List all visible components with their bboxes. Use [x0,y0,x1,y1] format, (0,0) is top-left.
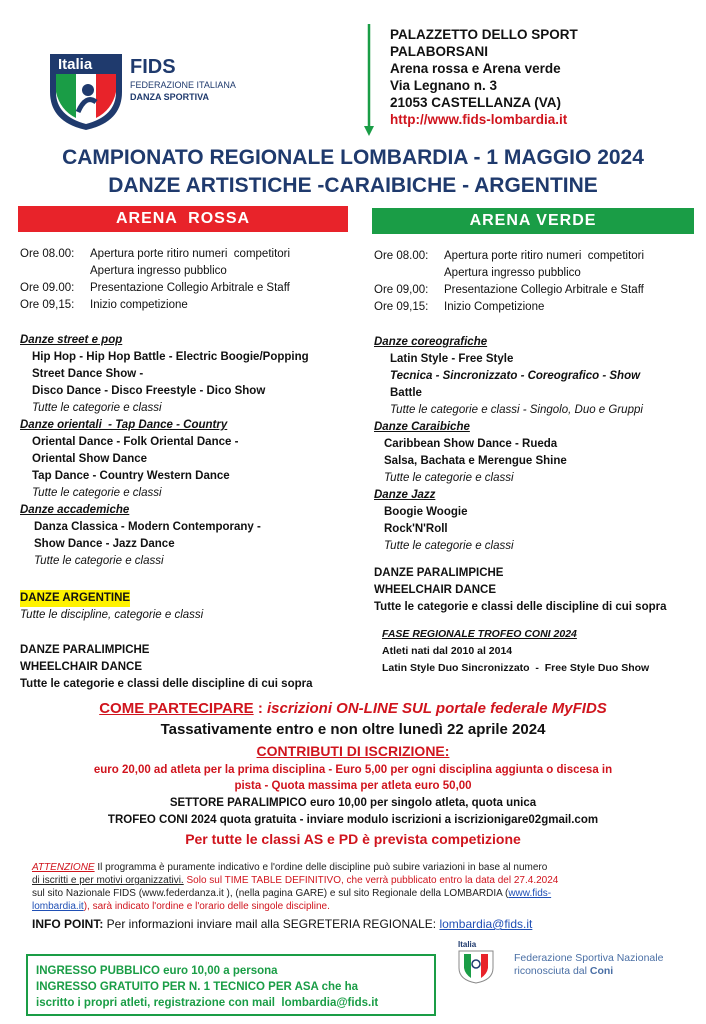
dance-line: Latin Style - Free Style [390,353,514,365]
arena-verde-column [374,248,704,677]
participate-label: COME PARTECIPARE [99,700,254,717]
contributions-line: pista - Quota massima per atleta euro 50,00 [234,780,472,792]
dance-line: Show Dance - Jazz Dance [34,538,175,550]
section-title: Danze accademiche [20,504,130,516]
schedule-row: Ore 08.00: Apertura porte ritiro numeri competitori [374,250,645,262]
paralympic-title: DANZE PARALIMPICHE [20,644,150,656]
section-title: Danze Jazz [374,489,436,501]
logo-italia-text: Italia [58,56,93,73]
event-subtitle: DANZE ARTISTICHE -CARAIBICHE - ARGENTINE [108,174,598,197]
coni-fee: TROFEO CONI 2024 quota gratuita - inviare modulo iscrizioni a iscrizionigare02gmail.com [107,814,599,826]
coni-italia-text: Italia [458,940,477,949]
section-title: Danze coreografiche [374,336,488,348]
classes-note: Tutte le categorie e classi [384,540,514,552]
how-to-participate: COME PARTECIPARE : iscrizioni ON-LINE SUL portale federale MyFIDS [99,700,607,717]
dance-line: Street Dance Show - [32,368,144,380]
dance-line: Salsa, Bachata e Merengue Shine [384,455,567,467]
green-arrow-icon [364,24,374,136]
entry-line: INGRESSO GRATUITO PER N. 1 TECNICO PER ASA che ha [36,981,359,993]
fids-lombardia-link[interactable]: www.fids- [508,888,552,899]
coni-line2: riconosciuta dal Coni [514,965,614,977]
arena-rossa-banner: ARENA ROSSA [18,206,348,232]
contributions-line: euro 20,00 ad atleta per la prima disciplina - Euro 5,00 per ogni disciplina aggiunta o discesa in [93,764,613,776]
coni-line: Atleti nati dal 2010 al 2014 [382,645,513,657]
dance-line: Boogie Woogie [384,506,468,518]
coni-line1: Federazione Sportiva Nazionale [514,952,664,964]
classes-note: Tutte le categorie e classi [32,487,162,499]
coni-rings-icon [458,950,494,984]
paralympic-title: DANZE PARALIMPICHE [374,567,504,579]
schedule-row: Apertura ingresso pubblico [444,267,581,279]
arena-rossa-column [20,246,360,693]
dance-line: Oriental Dance - Folk Oriental Dance - [32,436,239,448]
venue-line: PALAZZETTO DELLO SPORT [390,27,578,42]
dance-line: Caribbean Show Dance - Rueda [384,438,558,450]
fids-name-line1: FEDERAZIONE ITALIANA [130,80,236,90]
classes-competition: Per tutte le classi AS e PD è prevista competizione [185,831,521,847]
dance-line: Danza Classica - Modern Contemporany - [34,521,261,533]
dance-line: Tecnica - Sincronizzato - Coreografico - Show [390,370,641,382]
venue-address [390,26,578,128]
entry-line: INGRESSO PUBBLICO euro 10,00 a persona [36,965,278,977]
venue-line: Arena rossa e Arena verde [390,61,561,76]
venue-url-link[interactable]: http://www.fids-lombardia.it [390,112,568,127]
entry-box [26,954,436,1016]
coni-logo [456,940,696,990]
classes-note: Tutte le categorie e classi - Singolo, Duo e Gruppi [390,404,643,416]
arena-verde-banner: ARENA VERDE [372,208,694,234]
contributions-title: CONTRIBUTI DI ISCRIZIONE: [256,743,450,759]
schedule-row: Ore 09,15: Inizio Competizione [374,301,545,313]
deadline: Tassativamente entro e non oltre lunedì 22 aprile 2024 [160,721,546,738]
schedule-row: Apertura ingresso pubblico [90,265,227,277]
schedule-row: Ore 09,15: Inizio competizione [20,299,188,311]
dance-line: Disco Dance - Disco Freestyle - Dico Show [32,385,266,397]
attention-label: ATTENZIONE [32,862,95,873]
fids-name-line2: DANZA SPORTIVA [130,92,210,102]
schedule [20,246,360,314]
venue-line: PALABORSANI [390,44,489,59]
coni-title: FASE REGIONALE TROFEO CONI 2024 [382,628,577,640]
fids-logo [48,52,248,132]
coni-line: Latin Style Duo Sincronizzato - Free Style Duo Show [382,662,650,674]
event-title: CAMPIONATO REGIONALE LOMBARDIA - 1 MAGGIO 2024 [62,146,644,169]
venue-line: 21053 CASTELLANZA (VA) [390,95,562,110]
dance-line: Oriental Show Dance [32,453,148,465]
paralympic-note: Tutte le categorie e classi delle discipline di cui sopra [374,601,667,613]
section-title: Danze orientali - Tap Dance - Country [20,419,228,431]
classes-note: Tutte le categorie e classi [34,555,164,567]
notice: ATTENZIONE Il programma è puramente indicativo e l'ordine delle discipline può subire variazioni in base al numero di iscritti e per motivi organizzativi. Solo sul TIME TABLE DEFINITIVO, che verrà pubblicato entro la data del 27.4.2024 sul sito Nazionale FIDS (www.federdanza.it ), (nella pagina GARE) e sul sito Regionale della LOMBARDIA (www.fids- lombardia.it), sarà indicato l'ordine e l'orario delle singole discipline. [32,862,559,912]
section-title: Danze street e pop [20,334,123,346]
dance-line: Tap Dance - Country Western Dance [32,470,230,482]
schedule [374,248,704,316]
paralympic-note: Tutte le categorie e classi delle discipline di cui sopra [20,678,313,690]
dance-line: Rock'N'Roll [384,523,448,535]
participate-text: iscrizioni ON-LINE SUL portale federale MyFIDS [267,700,607,717]
fids-lombardia-link[interactable]: lombardia.it [32,901,84,912]
schedule-row: Ore 09,00: Presentazione Collegio Arbitrale e Staff [374,284,644,296]
fids-acronym: FIDS [130,56,176,78]
entry-line: iscritto i propri atleti, registrazione con mail lombardia@fids.it [36,997,379,1009]
venue-line: Via Legnano n. 3 [390,78,498,93]
classes-note: Tutte le categorie e classi [384,472,514,484]
paralympic-fee: SETTORE PARALIMPICO euro 10,00 per singolo atleta, quota unica [169,797,537,809]
info-point-label: INFO POINT: [32,917,104,931]
schedule-row: Ore 09.00: Presentazione Collegio Arbitrale e Staff [20,282,290,294]
wheelchair-title: WHEELCHAIR DANCE [20,661,143,673]
argentine-note: Tutte le discipline, categorie e classi [20,609,204,621]
info-mail-link[interactable]: lombardia@fids.it [439,917,533,931]
schedule-row: Ore 08.00: Apertura porte ritiro numeri competitori [20,248,291,260]
dance-line: Battle [390,387,422,399]
dance-line: Hip Hop - Hip Hop Battle - Electric Boogie/Popping [32,351,309,363]
classes-note: Tutte le categorie e classi [32,402,162,414]
info-point: INFO POINT: Per informazioni inviare mail alla SEGRETERIA REGIONALE: lombardia@fids.it [32,917,533,931]
wheelchair-title: WHEELCHAIR DANCE [374,584,497,596]
section-title: Danze Caraibiche [374,421,470,433]
argentine-title: DANZE ARGENTINE [20,590,130,607]
